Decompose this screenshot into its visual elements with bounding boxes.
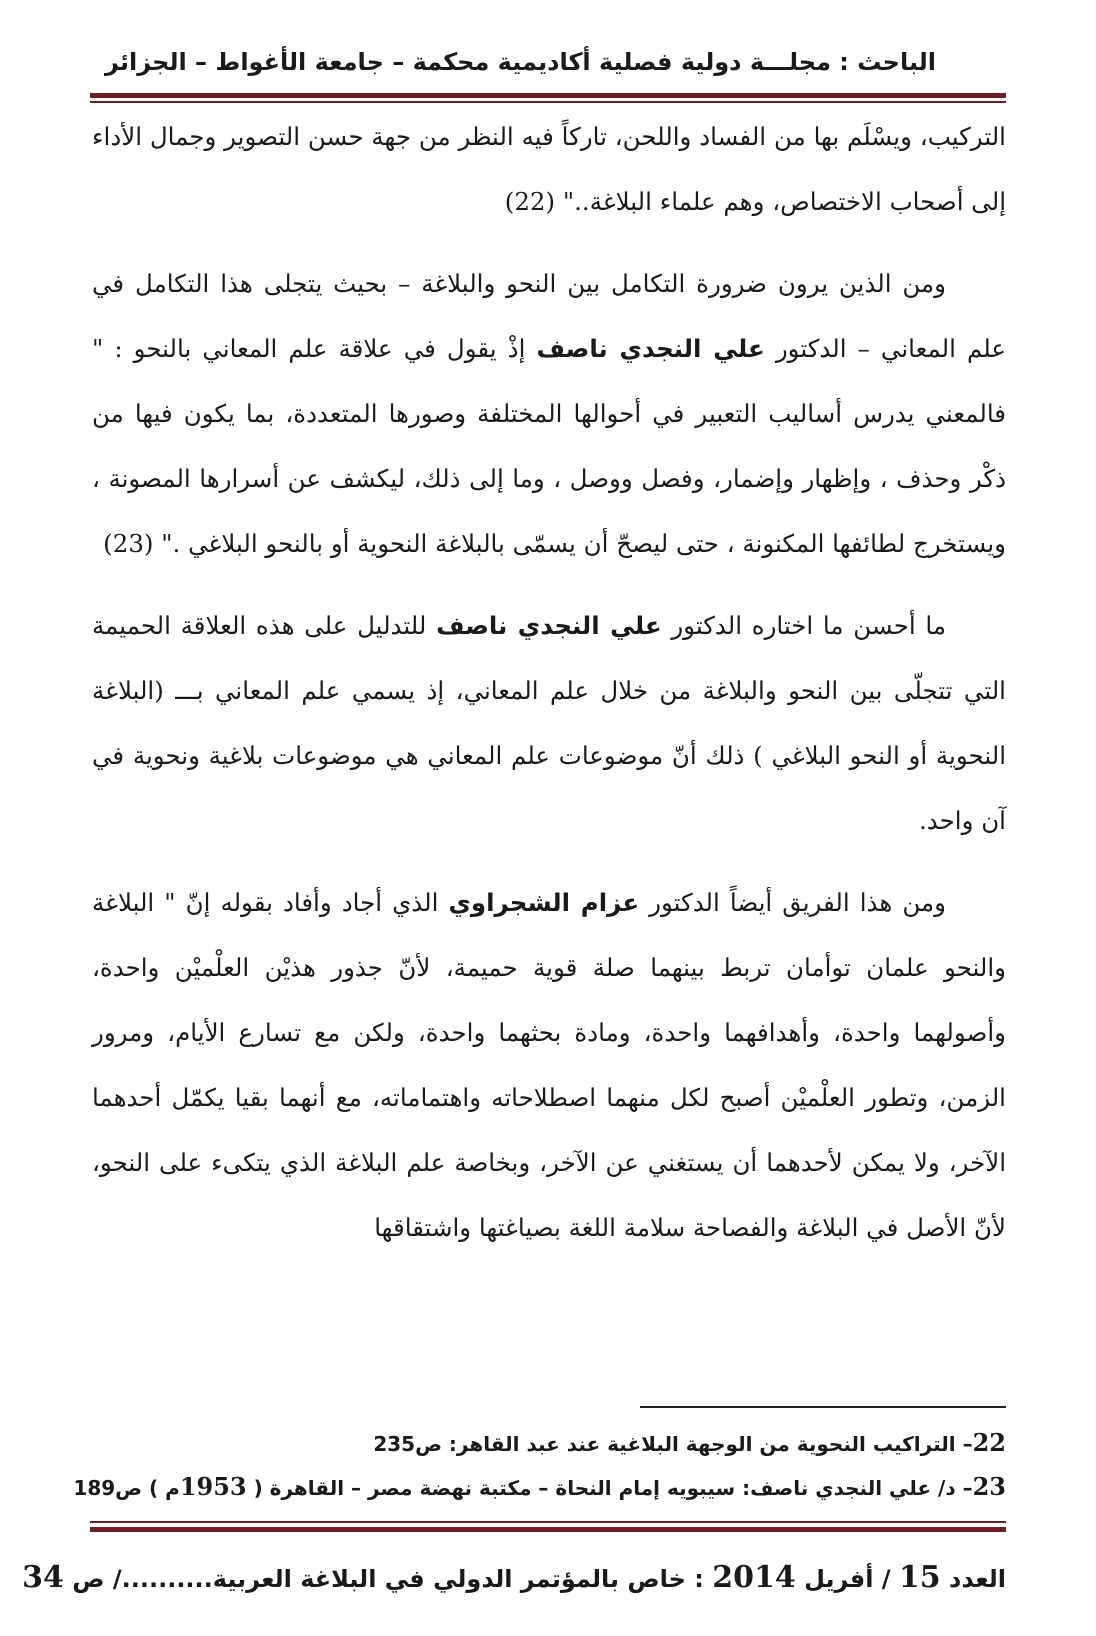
header-rule-thick [90, 93, 1006, 98]
paragraph-1: التركيب، ويسْلَم بها من الفساد واللحن، تاركاً فيه النظر من جهة حسن التصوير وجمال الأداء إلى أصحاب الاختصاص، وهم علماء البلاغة.." (22) [92, 122, 1006, 216]
issue-month: أفريل [804, 1565, 874, 1593]
paragraph-3-text-b: للتدليل على هذه العلاقة الحميمة التي تتجلّى بين النحو والبلاغة من خلال علم المعاني، إذ يسمي علم المعاني بـــ (البلاغة النحوية أو النحو البلاغي ) ذلك أنّ موضوعات علم المعاني هي موضوعات بلاغية ونحوية في آن واحد. [92, 611, 1006, 835]
footnote-number: 22 [972, 1428, 1006, 1457]
article-body [92, 104, 1006, 1260]
paragraph-gap [92, 576, 1006, 593]
journal-header-title: الباحث : مجلـــة دولية فصلية أكاديمية محكمة – جامعة الأغواط – الجزائر [105, 48, 936, 76]
author-name-shajrawi: عزام الشجراوي [448, 888, 640, 917]
footnote-text: التراكيب النحوية من الوجهة البلاغية عند عبد القاهر: ص235 [373, 1432, 956, 1456]
issue-description: : خاص بالمؤتمر الدولي في البلاغة العربية.......... [121, 1565, 704, 1593]
footnote-text-b: م ) ص189 [73, 1476, 180, 1500]
header-rule-thin [90, 101, 1006, 103]
issue-year: 2014 [712, 1560, 796, 1595]
page-label: ص [72, 1565, 105, 1593]
issue-label: العدد [949, 1565, 1006, 1593]
author-name-nasif: علي النجدي ناصف [436, 611, 662, 640]
issue-number: 15 [898, 1560, 941, 1595]
footnote-number: 23 [972, 1472, 1006, 1501]
paragraph-gap [92, 234, 1006, 251]
paragraph-4-text-a: ومن هذا الفريق أيضاً الدكتور [639, 888, 946, 917]
footnote-separator [640, 1406, 1006, 1408]
paragraph-4-text-b: الذي أجاد وأفاد بقوله إنّ " البلاغة والنحو علمان توأمان تربط بينهما صلة قوية حميمة، لأنّ جذور هذيْن العلْميْن واحدة، وأصولهما واحدة، وأهدافهما واحدة، ومادة بحثهما واحدة، ولكن مع تسارع الأيام، ومرور الزمن، وتطور العلْميْن أصبح لكل منهما اصطلاحاته واهتماماته، مع أنهما بقيا يكمّل أحدهما الآخر، ولا يمكن لأحدهما أن يستغني عن الآخر، وبخاصة علم البلاغة الذي يتكىء على النحو، لأنّ الأصل في البلاغة والفصاحة سلامة اللغة بصياغتها واشتقاقها [92, 888, 1006, 1242]
footer-rule-thin [90, 1521, 1006, 1523]
paragraph-4 [92, 870, 1006, 1260]
author-name-nasif: علي النجدي ناصف [536, 334, 765, 363]
footer-rule-thick [90, 1527, 1006, 1532]
footnote-23: 23– د/ علي النجدي ناصف: سيبويه إمام النحاة – مكتبة نهضة مصر – القاهرة ( 1953م ) ص189 [73, 1472, 1006, 1501]
page-number: 34 [22, 1560, 64, 1595]
paragraph-3-text-a: ما أحسن ما اختاره الدكتور [661, 611, 946, 640]
footnote-22: 22– التراكيب النحوية من الوجهة البلاغية عند عبد القاهر: ص235 [373, 1428, 1006, 1457]
page-footer: العدد 15 / أفريل 2014 : خاص بالمؤتمر الدولي في البلاغة العربية........../ ص 34 [22, 1560, 1006, 1595]
paragraph-2-text-b: إذْ يقول في علاقة علم المعاني بالنحو : " فالمعني يدرس أساليب التعبير في أحوالها المختلفة وصورها المتعددة، بما يكون فيها من ذكْر وحذف ، وإظهار وإضمار، وفصل ووصل ، وما إلى ذلك، ليكشف عن أسرارها المصونة ، ويستخرج لطائفها المكنونة ، حتى ليصحّ أن يسمّى بالبلاغة النحوية أو بالنحو البلاغي ." (23) [92, 334, 1006, 558]
footnote-year: 1953 [179, 1472, 247, 1501]
paragraph-gap [92, 853, 1006, 870]
paragraph-2-text-a: ومن الذين يرون ضرورة التكامل بين النحو والبلاغة – بحيث يتجلى هذا التكامل في علم المعاني – الدكتور [92, 269, 1007, 363]
footnote-text-a: د/ علي النجدي ناصف: سيبويه إمام النحاة – مكتبة نهضة مصر – القاهرة ( [246, 1476, 956, 1500]
paragraph-3 [92, 593, 1006, 853]
paragraph-2 [92, 251, 1006, 576]
